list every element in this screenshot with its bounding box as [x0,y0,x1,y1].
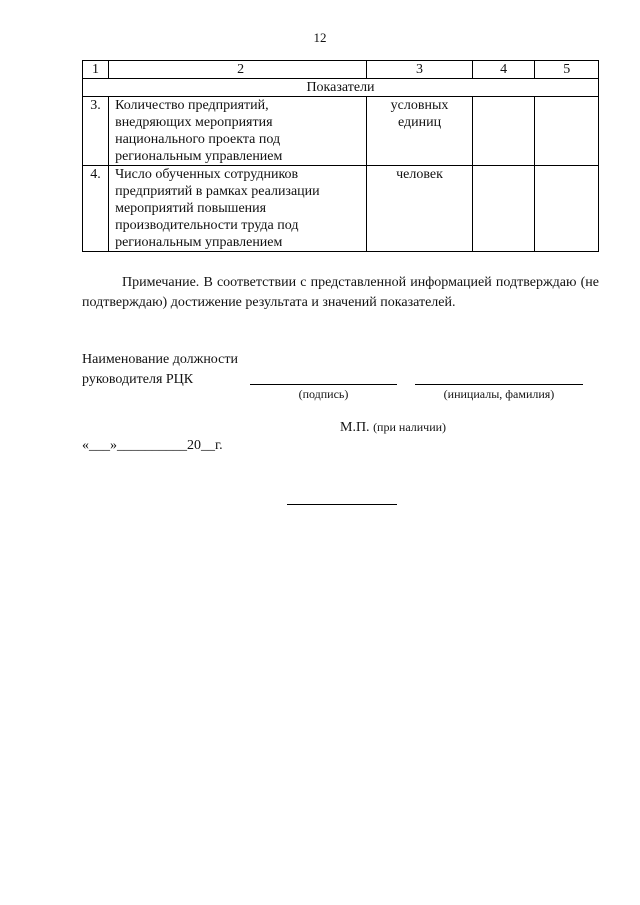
row-col4 [472,97,535,166]
row-name-line: национального проекта под [115,132,281,147]
row-col5 [535,166,599,252]
page-number: 12 [313,30,327,45]
header-cell-5: 5 [535,61,599,79]
table-header-row [83,61,599,79]
note-paragraph: Примечание. В соответствии с представленной информацией подтверждаю (не подтверждаю) достижение результата и значений показателей. [82,275,599,310]
date-line: «___»__________20__г. [82,438,223,453]
stamp-label: М.П. [340,420,370,435]
position-label-line: Наименование должности [82,352,238,367]
row-number: 3. [83,97,109,166]
indicators-table [82,60,599,252]
section-title: Показатели [83,79,599,97]
header-cell-2: 2 [109,61,367,79]
row-name [109,97,367,166]
row-unit [367,166,473,252]
table-row [83,97,599,166]
position-label [82,350,238,390]
row-number: 4. [83,166,109,252]
row-col5 [535,97,599,166]
header-cell-4: 4 [472,61,535,79]
row-name-line: мероприятий повышения [115,201,267,216]
stamp-qualifier: (при наличии) [373,420,447,434]
row-unit-line: человек [396,167,443,182]
name-line [415,384,583,385]
row-name-line: Количество предприятий, [115,98,269,113]
position-label-line: руководителя РЦК [82,372,194,387]
table-row [83,166,599,252]
section-row [83,79,599,97]
row-name-line: производительности труда под [115,218,299,233]
row-unit-line: единиц [397,115,442,130]
row-col4 [472,166,535,252]
row-name-line: внедряющих мероприятия [115,115,273,130]
row-unit [367,97,473,166]
stamp-place [340,420,446,436]
header-cell-3: 3 [367,61,473,79]
signature-line [250,384,397,385]
row-name-line: региональным управлением [115,235,283,250]
row-unit-line: условных [390,98,449,113]
row-name [109,166,367,252]
name-caption: (инициалы, фамилия) [443,387,555,401]
row-name-line: предприятий в рамках реализации [115,184,320,199]
signature-caption: (подпись) [298,387,349,401]
header-cell-1: 1 [83,61,109,79]
row-name-line: Число обученных сотрудников [115,167,299,182]
end-divider [287,504,397,505]
row-name-line: региональным управлением [115,149,283,164]
